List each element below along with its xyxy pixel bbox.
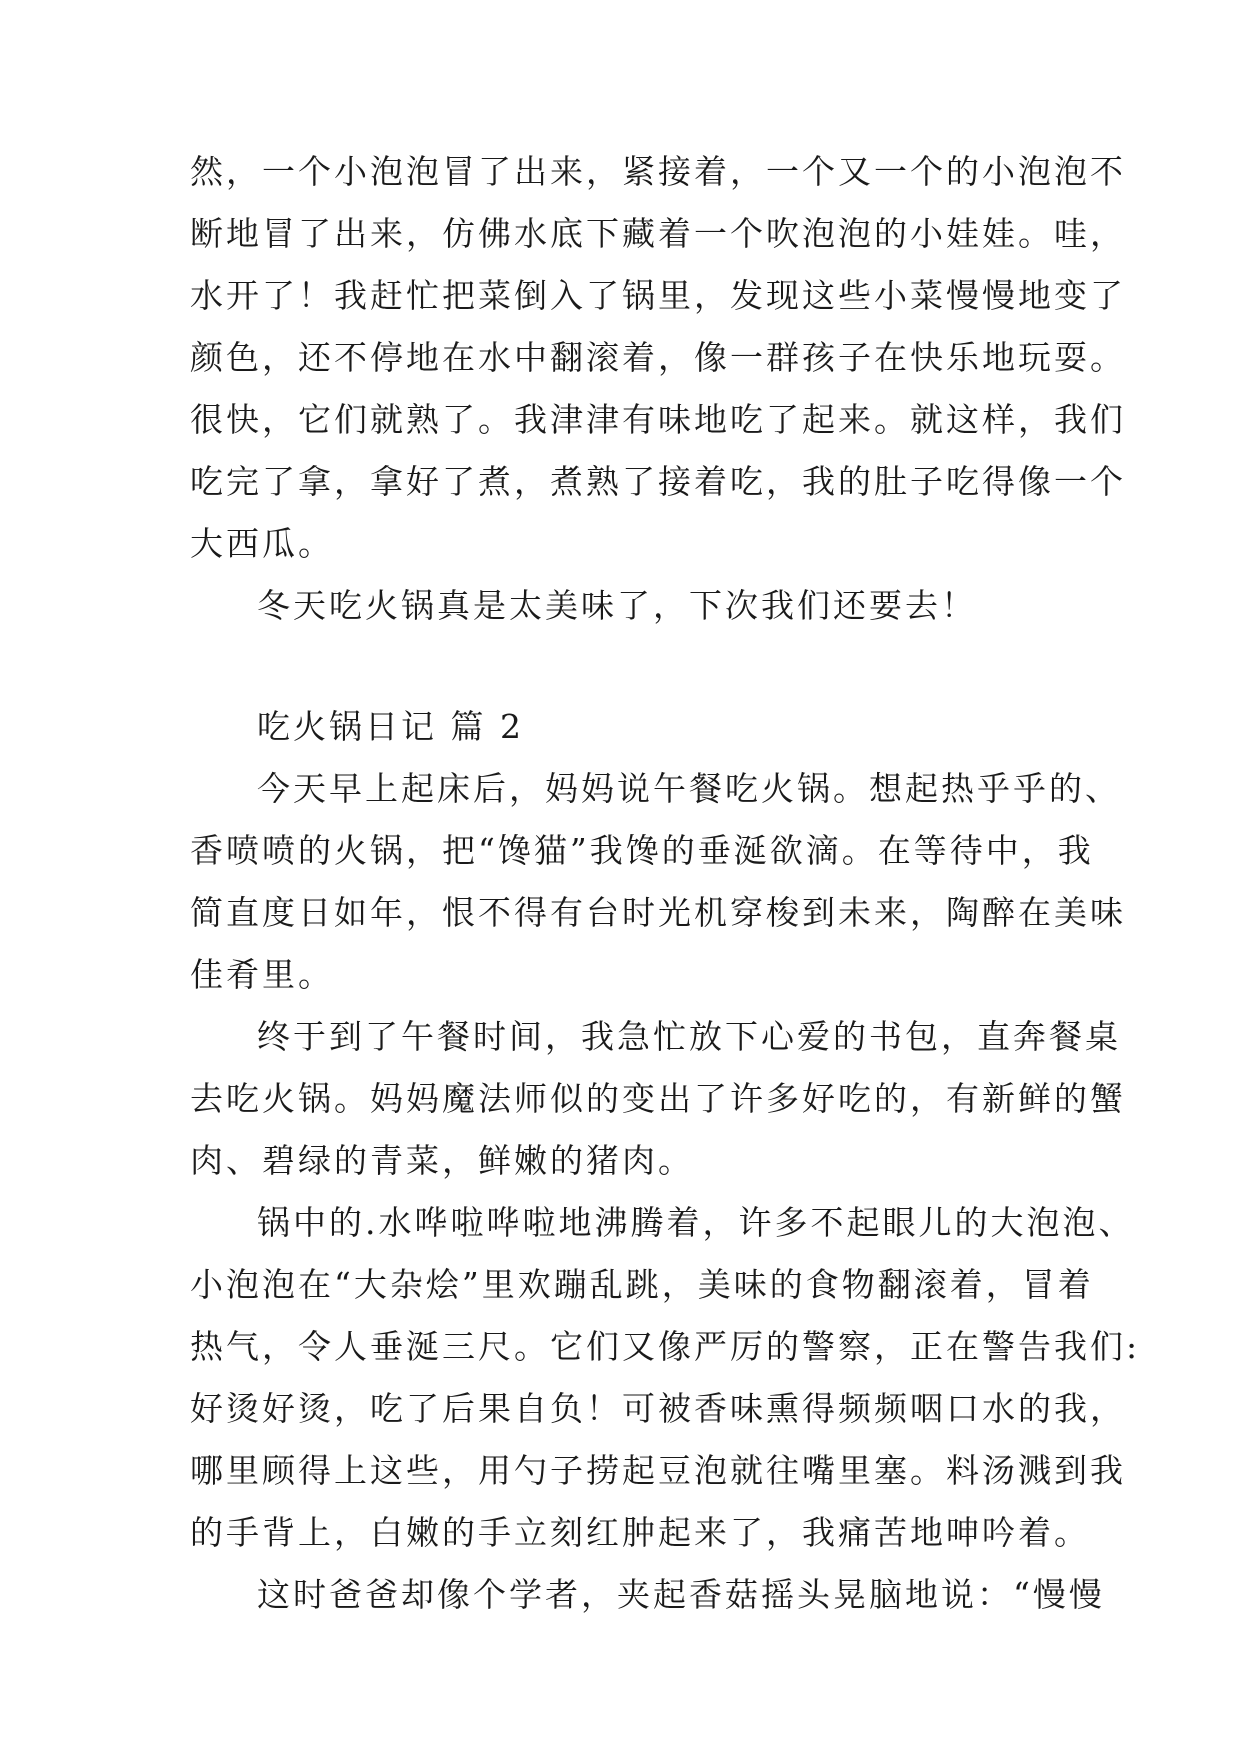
text-line: 今天早上起床后，妈妈说午餐吃火锅。想起热乎乎的、 bbox=[257, 769, 1121, 808]
text-line: 的手背上，白嫩的手立刻红肿起来了，我痛苦地呻吟着。 bbox=[190, 1513, 1090, 1552]
text-line: 大西瓜。 bbox=[190, 524, 334, 563]
text-line: 吃完了拿，拿好了煮，煮熟了接着吃，我的肚子吃得像一个 bbox=[190, 462, 1126, 501]
text-line: 断地冒了出来，仿佛水底下藏着一个吹泡泡的小娃娃。哇， bbox=[190, 214, 1126, 253]
text-line: 哪里顾得上这些，用勺子捞起豆泡就往嘴里塞。料汤溅到我 bbox=[190, 1451, 1126, 1490]
text-line: 肉、碧绿的青菜，鲜嫩的猪肉。 bbox=[190, 1141, 694, 1180]
text-line: 冬天吃火锅真是太美味了，下次我们还要去！ bbox=[257, 586, 977, 625]
text-line: 好烫好烫，吃了后果自负！可被香味熏得频频咽口水的我， bbox=[190, 1389, 1126, 1428]
text-line: 然，一个小泡泡冒了出来，紧接着，一个又一个的小泡泡不 bbox=[190, 152, 1126, 191]
text-line: 颜色，还不停地在水中翻滚着，像一群孩子在快乐地玩耍。 bbox=[190, 338, 1126, 377]
text-line: 热气，令人垂涎三尺。它们又像严厉的警察，正在警告我们: bbox=[190, 1327, 1141, 1366]
text-line: 简直度日如年，恨不得有台时光机穿梭到未来，陶醉在美味 bbox=[190, 893, 1126, 932]
section-heading: 吃火锅日记 篇 2 bbox=[257, 707, 524, 746]
text-line: 香喷喷的火锅，把“馋猫”我馋的垂涎欲滴。在等待中，我 bbox=[190, 831, 1094, 870]
text-line: 小泡泡在“大杂烩”里欢蹦乱跳，美味的食物翻滚着，冒着 bbox=[190, 1265, 1094, 1304]
text-line: 很快，它们就熟了。我津津有味地吃了起来。就这样，我们 bbox=[190, 400, 1126, 439]
text-line: 水开了！我赶忙把菜倒入了锅里，发现这些小菜慢慢地变了 bbox=[190, 276, 1126, 315]
text-line: 佳肴里。 bbox=[190, 955, 334, 994]
text-line: 终于到了午餐时间，我急忙放下心爱的书包，直奔餐桌 bbox=[257, 1017, 1121, 1056]
text-line: 这时爸爸却像个学者，夹起香菇摇头晃脑地说：“慢慢 bbox=[257, 1575, 1105, 1614]
text-line: 锅中的.水哗啦哗啦地沸腾着，许多不起眼儿的大泡泡、 bbox=[257, 1203, 1135, 1242]
text-line: 去吃火锅。妈妈魔法师似的变出了许多好吃的，有新鲜的蟹 bbox=[190, 1079, 1126, 1118]
